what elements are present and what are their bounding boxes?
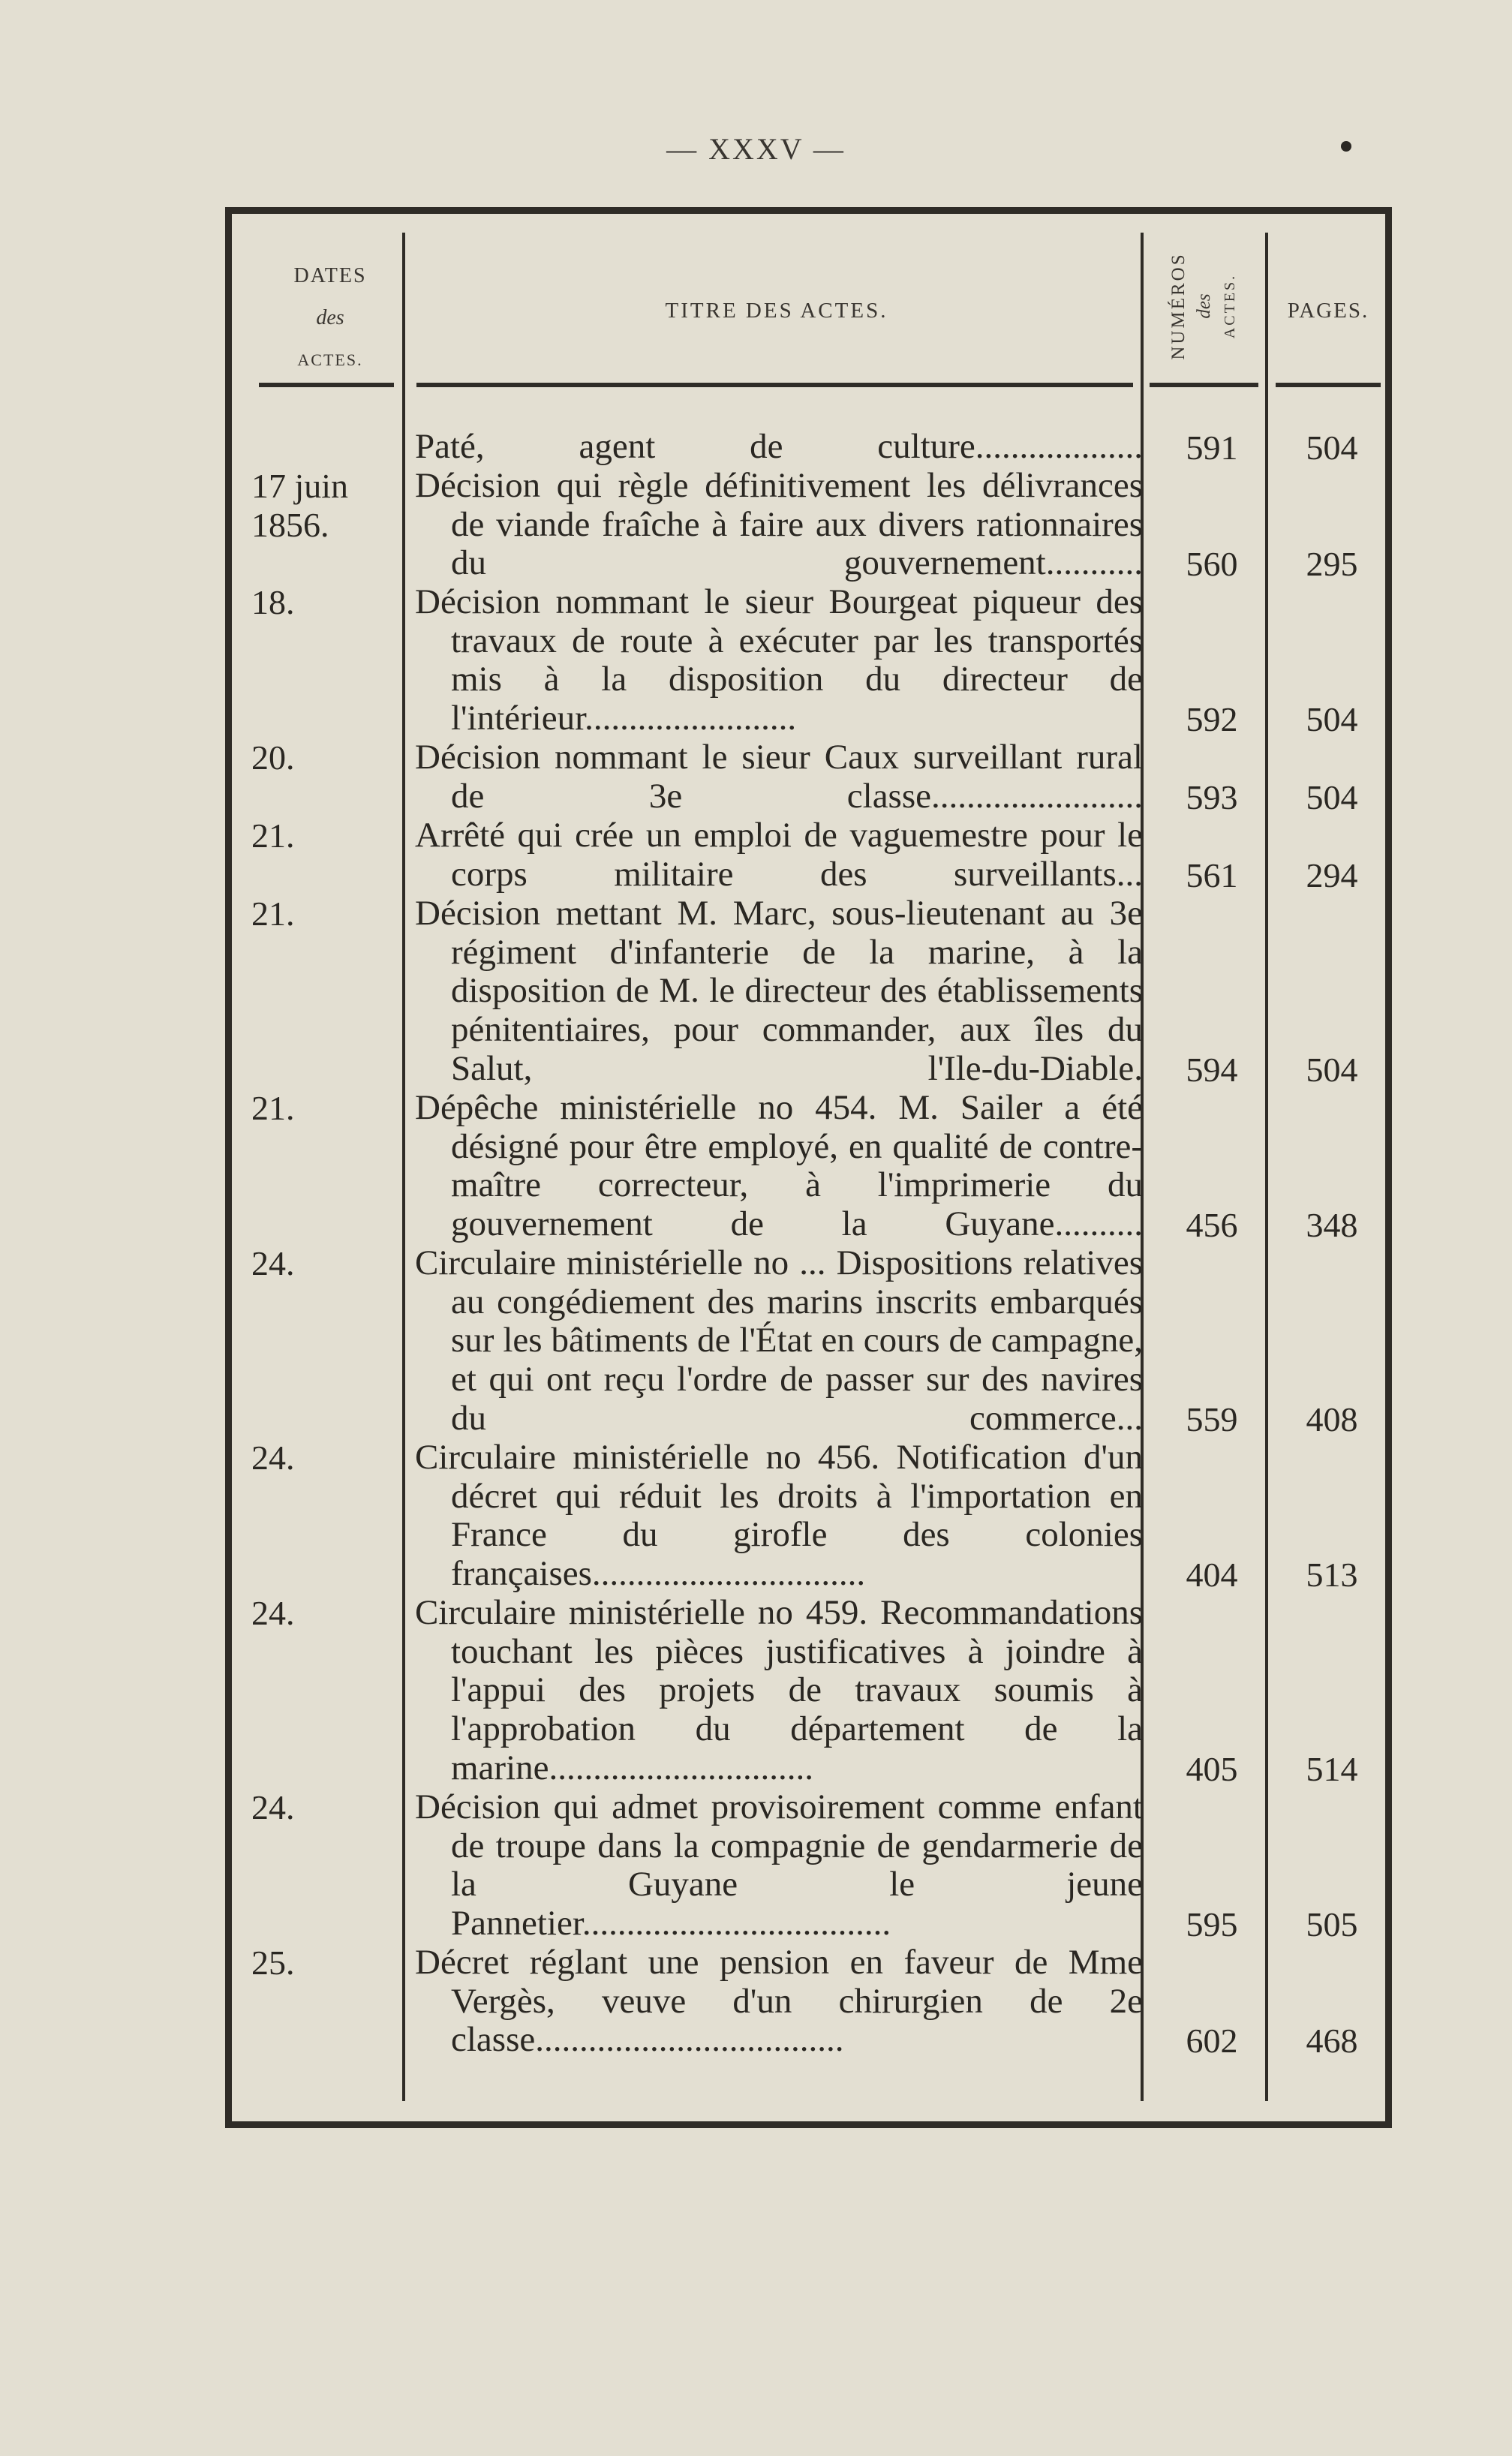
header-numeros-line1: NUMÉROS (1168, 251, 1189, 360)
row-numero: 405 (1186, 1750, 1238, 1788)
row-page: 505 (1306, 1905, 1358, 1943)
row-page: 295 (1306, 545, 1358, 583)
header-dates-line1: DATES (293, 264, 367, 287)
row-numero: 560 (1186, 545, 1238, 583)
header-rule-pages (1276, 383, 1381, 387)
row-title: Paté, agent de culture................... (415, 427, 1143, 466)
header-rule-dates (259, 383, 394, 387)
row-page: 514 (1306, 1750, 1358, 1788)
header-rule-numeros (1150, 383, 1258, 387)
row-title: Décision nommant le sieur Bourgeat piqueur des travaux de route à exécuter par les transportés mis à la disposition du directeur de l'intérieur........................ (415, 582, 1143, 738)
row-title: Circulaire ministérielle no 459. Recommandations touchant les pièces justificatives à joindre à l'appui des projets de travaux soumis à l'approbation du département de la marine.............................. (415, 1593, 1143, 1787)
row-title: Dépêche ministérielle no 454. M. Sailer a été désigné pour être employé, en qualité de contre-maître correcteur, à l'imprimerie du gouvernement de la Guyane.......... (415, 1088, 1143, 1244)
row-page: 294 (1306, 856, 1358, 894)
row-page: 504 (1306, 1051, 1358, 1089)
row-date: 25. (251, 1943, 295, 1982)
row-date: 24. (251, 1788, 295, 1826)
header-dates-line3: ACTES. (297, 350, 363, 369)
column-header-dates (251, 255, 409, 381)
row-page: 504 (1306, 428, 1358, 467)
row-page: 468 (1306, 2022, 1358, 2060)
ink-dot (1341, 141, 1351, 152)
column-header-pages: PAGES. (1287, 299, 1369, 323)
row-numero: 404 (1186, 1556, 1238, 1594)
row-title: Circulaire ministérielle no 456. Notification d'un décret qui réduit les droits à l'importation en France du girofle des colonies françaises............................... (415, 1438, 1143, 1594)
row-date: 24. (251, 1244, 295, 1282)
column-rule-numeros (1265, 233, 1268, 2101)
header-numeros-line2: des (1194, 293, 1214, 319)
row-page: 348 (1306, 1206, 1358, 1244)
column-rule-dates (402, 233, 405, 2101)
row-title: Circulaire ministérielle no ... Dispositions relatives au congédiement des marins inscrits embarqués sur les bâtiments de l'État en cours de campagne, et qui ont reçu l'ordre de passer sur des navires du commerce... (415, 1243, 1143, 1438)
row-date: 21. (251, 894, 295, 933)
row-title: Décret réglant une pension en faveur de Mme Vergès, veuve d'un chirurgien de 2e classe................................... (415, 1943, 1143, 2060)
row-title: Décision nommant le sieur Caux surveillant rural de 3e classe........................ (415, 738, 1143, 816)
row-page: 408 (1306, 1400, 1358, 1438)
row-numero: 593 (1186, 778, 1238, 816)
page-number-header: — XXXV — (666, 132, 846, 166)
row-title: Décision qui admet provisoirement comme enfant de troupe dans la compagnie de gendarmerie de la Guyane le jeune Pannetier................................... (415, 1787, 1143, 1943)
row-title: Arrêté qui crée un emploi de vaguemestre pour le corps militaire des surveillants... (415, 816, 1143, 894)
row-numero: 595 (1186, 1905, 1238, 1943)
row-numero: 594 (1186, 1051, 1238, 1089)
row-page: 504 (1306, 700, 1358, 738)
column-header-numeros (1148, 233, 1261, 379)
header-numeros-line3: ACTES. (1222, 273, 1238, 338)
row-date: 20. (251, 738, 295, 777)
row-numero: 561 (1186, 856, 1238, 894)
row-date: 21. (251, 1089, 295, 1127)
row-numero: 591 (1186, 428, 1238, 467)
row-title: Décision mettant M. Marc, sous-lieutenant au 3e régiment d'infanterie de la marine, à la disposition de M. le directeur des établissements pénitentiaires, pour commander, aux îles du Salut, l'Ile-du-Diable. (415, 894, 1143, 1088)
row-page: 513 (1306, 1556, 1358, 1594)
header-rule-title (416, 383, 1133, 387)
row-page: 504 (1306, 778, 1358, 816)
row-numero: 602 (1186, 2022, 1238, 2060)
row-numero: 559 (1186, 1400, 1238, 1438)
row-date: 18. (251, 583, 295, 621)
header-dates-line2: des (316, 306, 344, 329)
row-numero: 592 (1186, 700, 1238, 738)
row-date: 17 juin 1856. (251, 467, 349, 544)
column-header-title: TITRE DES ACTES. (665, 299, 888, 323)
row-title: Décision qui règle définitivement les délivrances de viande fraîche à faire aux divers rationnaires du gouvernement........... (415, 466, 1143, 583)
row-date: 21. (251, 816, 295, 855)
row-date: 24. (251, 1438, 295, 1477)
row-numero: 456 (1186, 1206, 1238, 1244)
row-date: 24. (251, 1594, 295, 1632)
